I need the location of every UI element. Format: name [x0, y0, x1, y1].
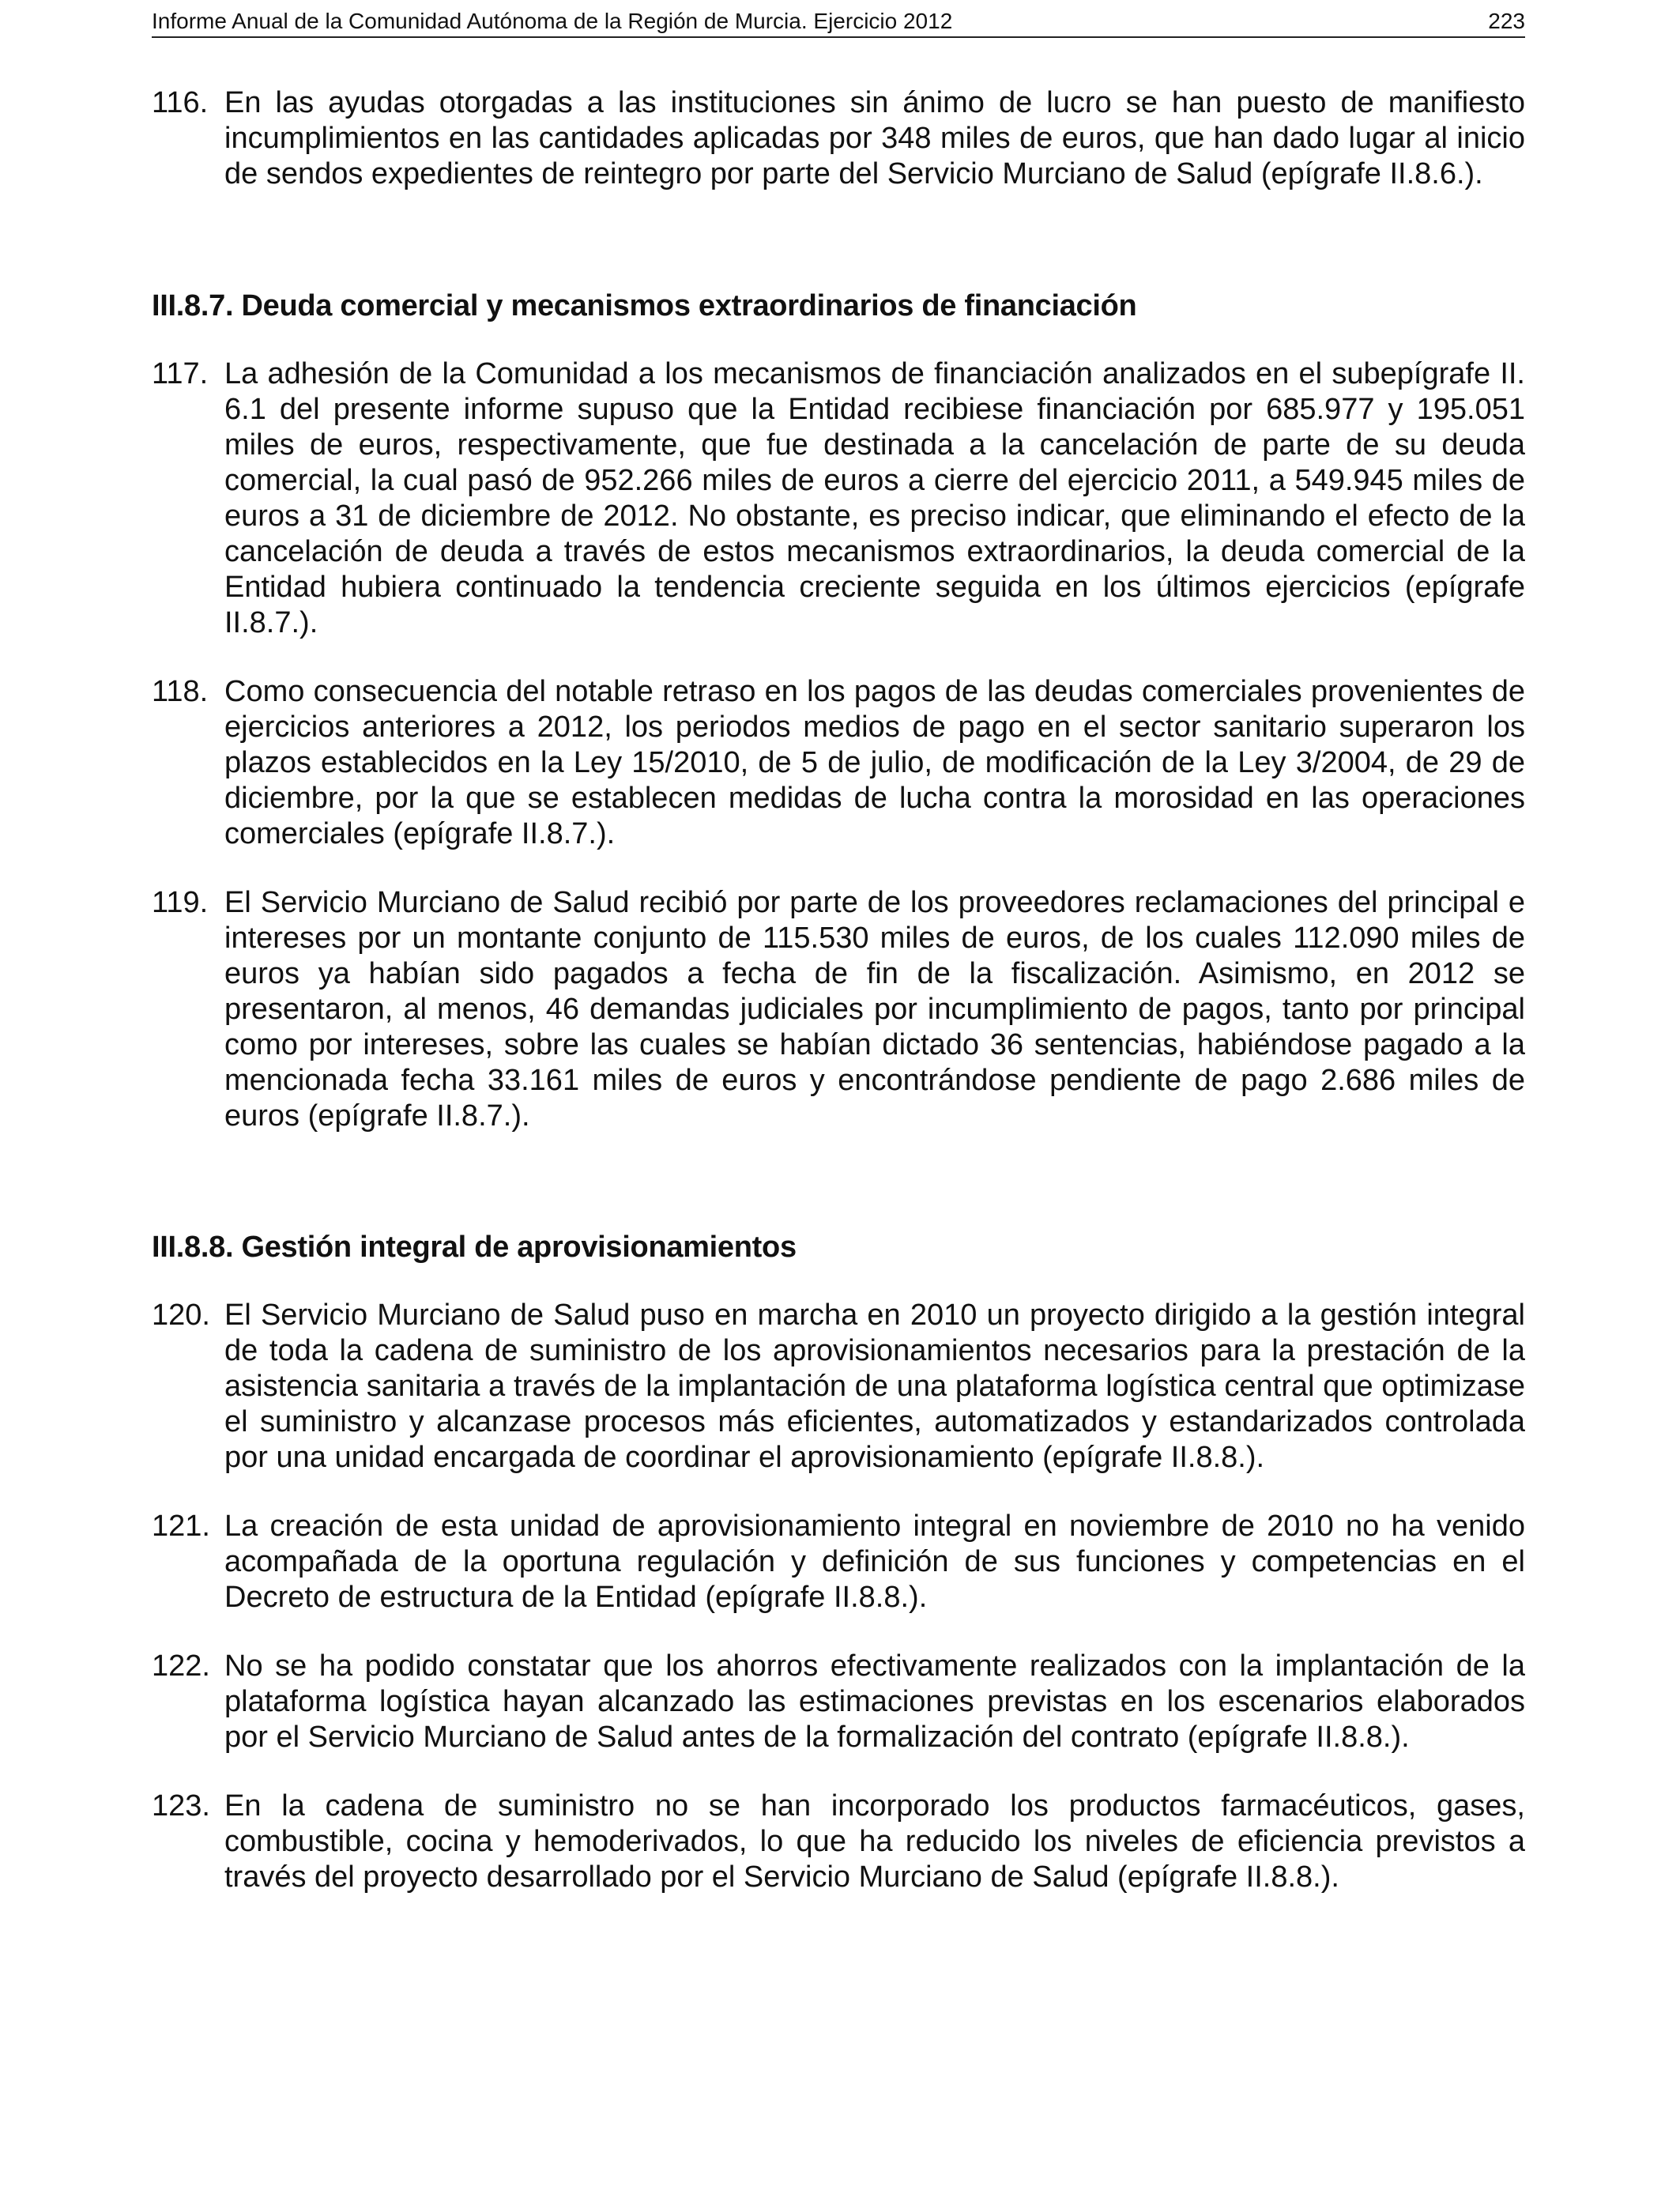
page-number: 223 [1488, 9, 1525, 33]
paragraph-number: 118. [152, 675, 209, 708]
paragraph-number: 121. [152, 1510, 210, 1543]
paragraph-119 [152, 885, 1525, 1134]
running-header [152, 6, 1525, 38]
paragraph-text: Como consecuencia del notable retraso en los pagos de las deudas comerciales provenientes de ejercicios anteriores a 2012, los periodos medios de pago en el sector sanitario superaron los plazos establecidos en la Ley 15/2010, de 5 de julio, de modificación de la Ley 3/2004, de 29 de diciembre, por la que se establecen medidas de lucha contra la morosidad en las operaciones comerciales (epígrafe II.8.7.). [224, 675, 1525, 850]
paragraph-number: 117. [152, 357, 209, 390]
paragraph-text: En la cadena de suministro no se han incorporado los productos farmacéuticos, gases, combustible, cocina y hemoderivados, lo que ha reducido los niveles de eficiencia previstos a través del proyecto desarrollado por el Servicio Murciano de Salud (epígrafe II.8.8.). [224, 1789, 1525, 1894]
paragraph-number: 119. [152, 886, 209, 919]
paragraph-number: 123. [152, 1789, 210, 1823]
paragraph-120 [152, 1298, 1525, 1476]
paragraph-text: En las ayudas otorgadas a las instituciones sin ánimo de lucro se han puesto de manifiesto incumplimientos en las cantidades aplicadas por 348 miles de euros, que han dado lugar al inicio de sendos expedientes de reintegro por parte del Servicio Murciano de Salud (epígrafe II.8.6.). [224, 86, 1525, 190]
document-body [152, 85, 1525, 1895]
paragraph-text: La creación de esta unidad de aprovisionamiento integral en noviembre de 2010 no ha venido acompañada de la oportuna regulación y definición de sus funciones y competencias en el Decreto de estructura de la Entidad (epígrafe II.8.8.). [224, 1510, 1525, 1614]
paragraph-text: El Servicio Murciano de Salud recibió por parte de los proveedores reclamaciones del principal e intereses por un montante conjunto de 115.530 miles de euros, de los cuales 112.090 miles de euros ya habían sido pagados a fecha de fin de la fiscalización. Asimismo, en 2012 se presentaron, al menos, 46 demandas judiciales por incumplimiento de pagos, tanto por principal como por intereses, sobre las cuales se habían dictado 36 sentencias, habiéndose pagado a la mencionada fecha 33.161 miles de euros y encontrándose pendiente de pago 2.686 miles de euros (epígrafe II.8.7.). [224, 886, 1525, 1133]
paragraph-text: No se ha podido constatar que los ahorros efectivamente realizados con la implantación de la plataforma logística hayan alcanzado las estimaciones previstas en los escenarios elaborados por el Servicio Murciano de Salud antes de la formalización del contrato (epígrafe II.8.8.). [224, 1649, 1525, 1754]
paragraph-number: 120. [152, 1299, 210, 1332]
section-heading-iii-8-7: III.8.7. Deuda comercial y mecanismos extraordinarios de financiación [152, 289, 1137, 322]
paragraph-text: La adhesión de la Comunidad a los mecanismos de financiación analizados en el subepígrafe II. 6.1 del presente informe supuso que la Entidad recibiese financiación por 685.977 y 195.051 miles de euros, respectivamente, que fue destinada a la cancelación de parte de su deuda comercial, la cual pasó de 952.266 miles de euros a cierre del ejercicio 2011, a 549.945 miles de euros a 31 de diciembre de 2012. No obstante, es preciso indicar, que eliminando el efecto de la cancelación de deuda a través de estos mecanismos extraordinarios, la deuda comercial de la Entidad hubiera continuado la tendencia creciente seguida en los últimos ejercicios (epígrafe II.8.7.). [224, 357, 1525, 639]
paragraph-117 [152, 356, 1525, 641]
paragraph-118 [152, 674, 1525, 852]
paragraph-number: 116. [152, 86, 209, 119]
paragraph-122 [152, 1649, 1525, 1755]
paragraph-123 [152, 1789, 1525, 1895]
paragraph-116 [152, 85, 1525, 192]
header-title: Informe Anual de la Comunidad Autónoma de la Región de Murcia. Ejercicio 2012 [152, 9, 953, 33]
paragraph-121 [152, 1509, 1525, 1615]
paragraph-text: El Servicio Murciano de Salud puso en marcha en 2010 un proyecto dirigido a la gestión integral de toda la cadena de suministro de los aprovisionamientos necesarios para la prestación de la asistencia sanitaria a través de la implantación de una plataforma logística central que optimizase el suministro y alcanzase procesos más eficientes, automatizados y estandarizados controlada por una unidad encargada de coordinar el aprovisionamiento (epígrafe II.8.8.). [224, 1299, 1525, 1474]
paragraph-number: 122. [152, 1649, 210, 1683]
section-heading-iii-8-8: III.8.8. Gestión integral de aprovisionamientos [152, 1231, 797, 1264]
